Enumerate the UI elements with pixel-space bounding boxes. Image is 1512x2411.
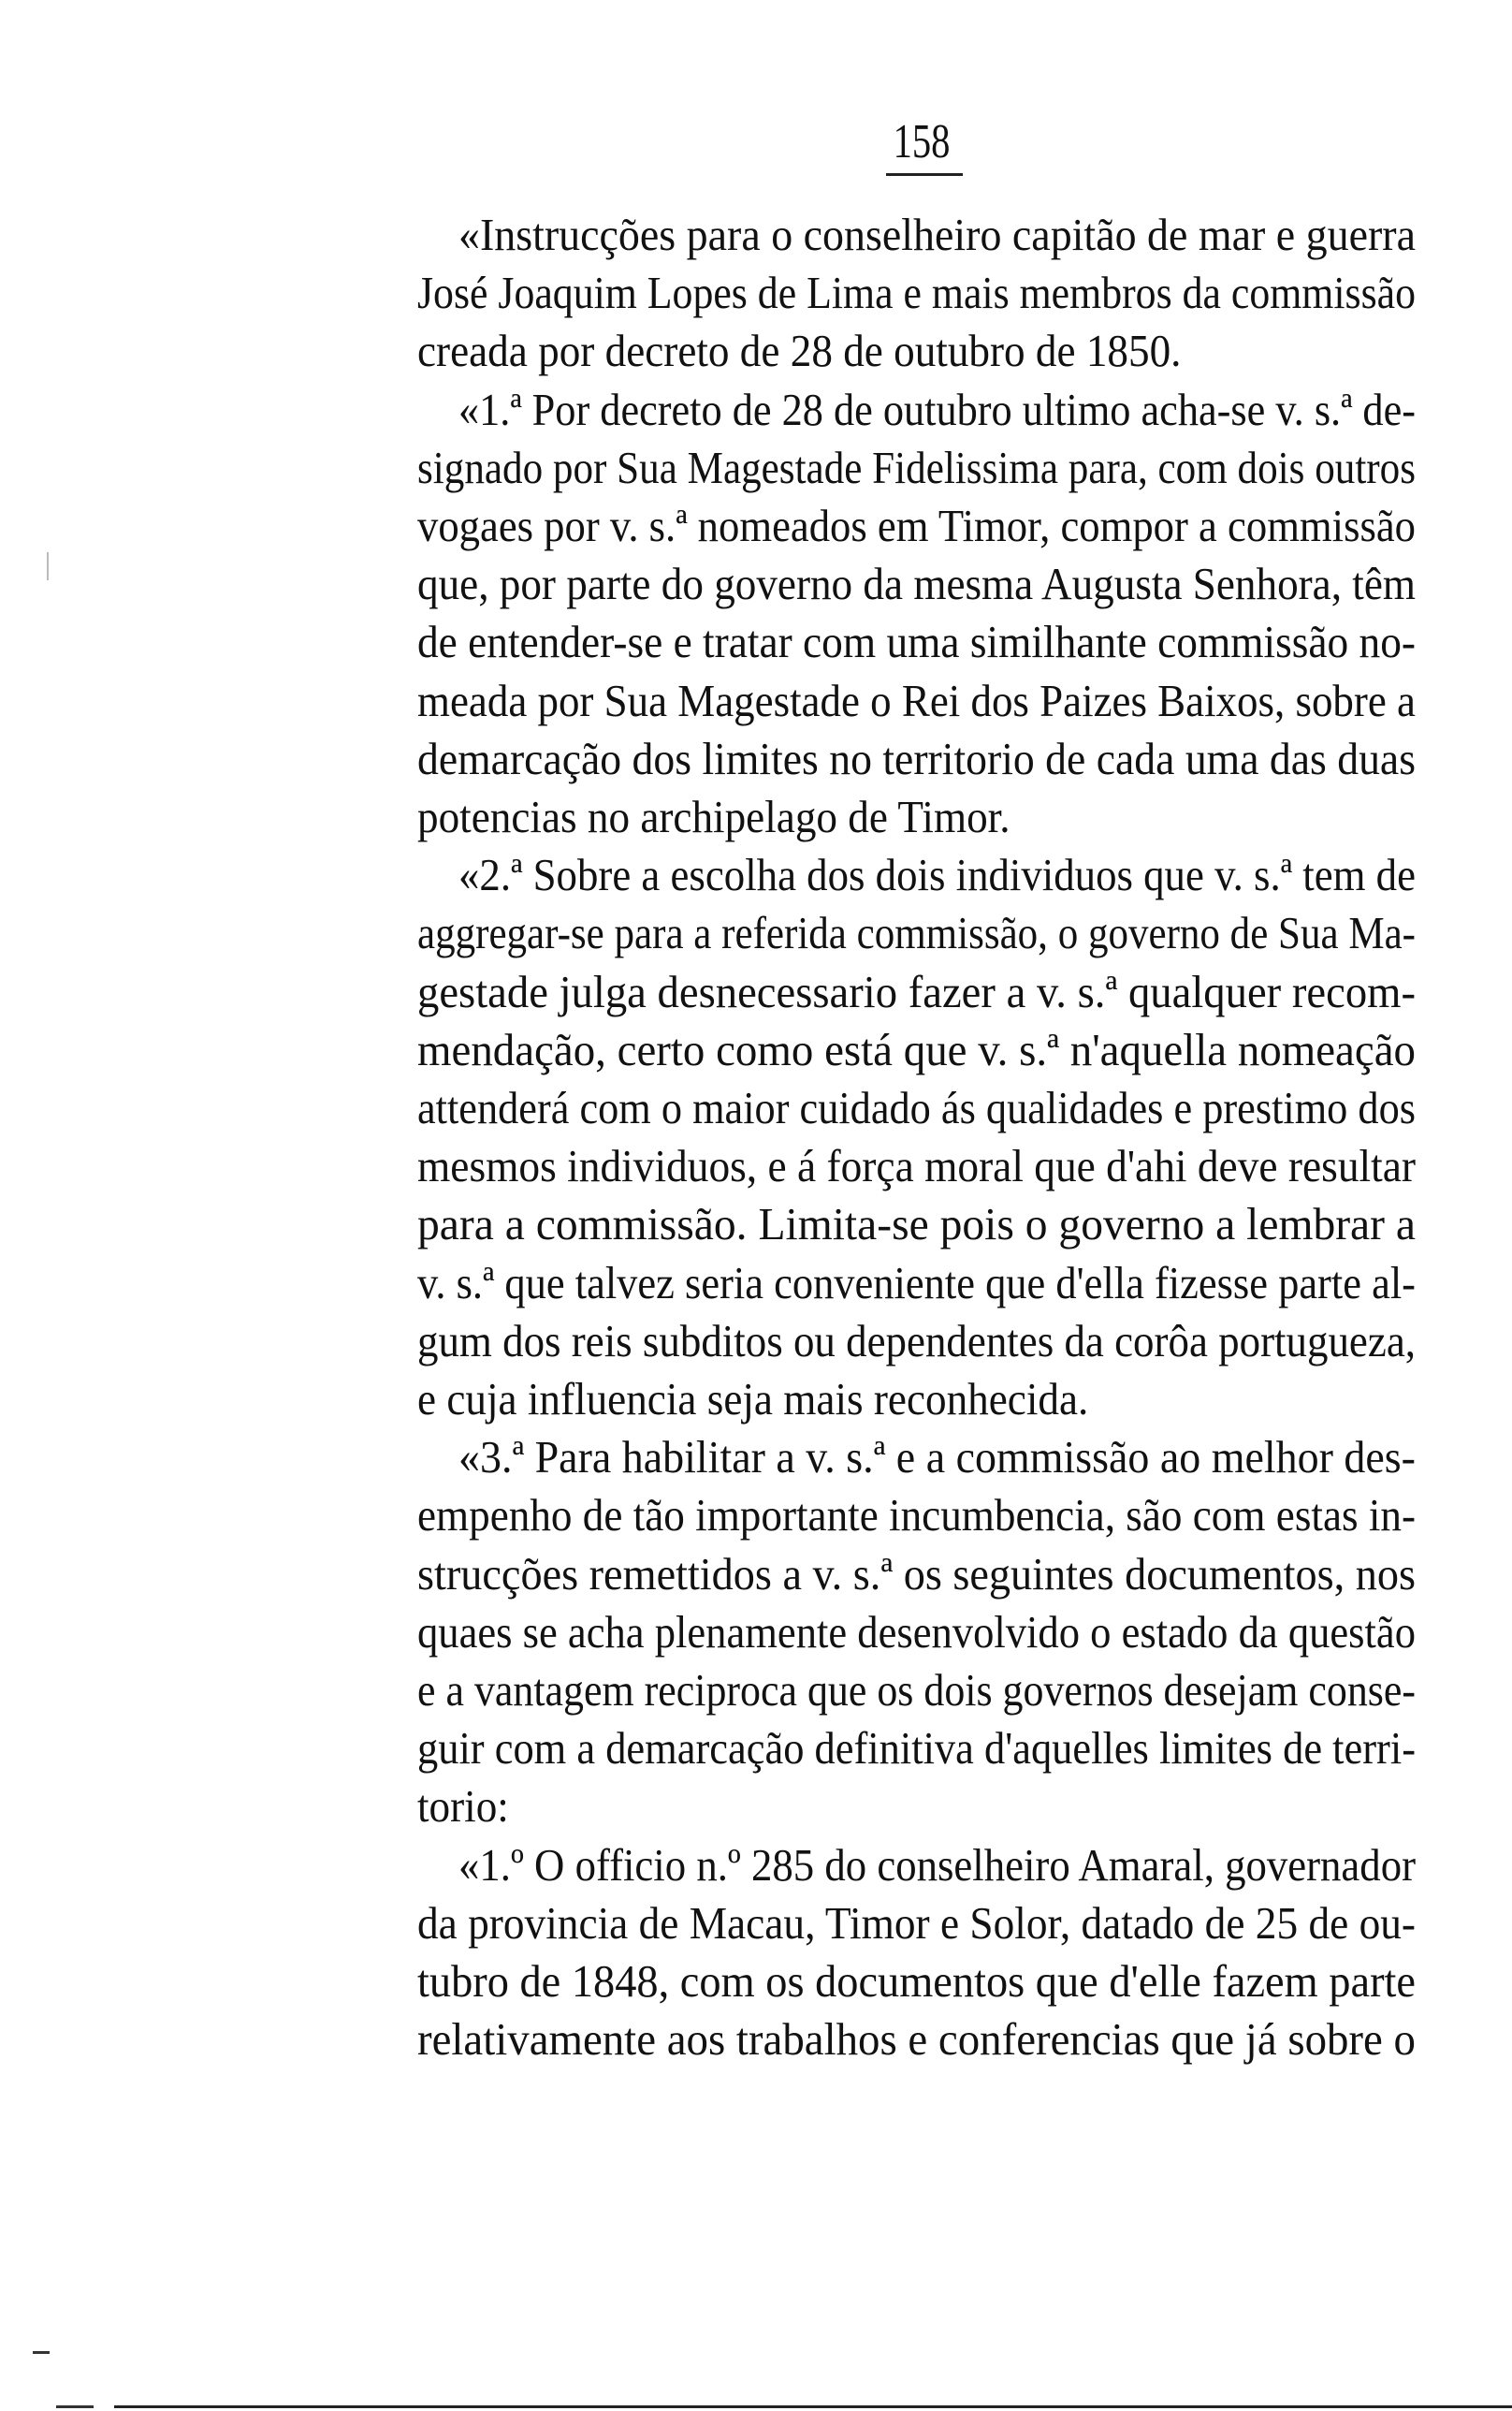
text-line: guir com a demarcação definitiva d'aquelles limites de terri-: [417, 1722, 1416, 1775]
text-line: e a vantagem reciproca que os dois governos desejam conse-: [417, 1664, 1416, 1716]
text-line: gestade julga desnecessario fazer a v. s.ª qualquer recom-: [417, 965, 1416, 1017]
text-line: tubro de 1848, com os documentos que d'elle fazem parte: [417, 1955, 1416, 2007]
text-line: v. s.ª que talvez seria conveniente que d'ella fizesse parte al-: [417, 1256, 1416, 1308]
text-line: quaes se acha plenamente desenvolvido o estado da questão: [417, 1605, 1416, 1658]
text-line: e cuja influencia seja mais reconhecida.: [417, 1373, 1089, 1425]
page-number-rule: [886, 173, 963, 176]
text-line: strucções remettidos a v. s.ª os seguintes documentos, nos: [417, 1547, 1416, 1600]
text-line: meada por Sua Magestade o Rei dos Paizes Baixos, sobre a: [417, 674, 1416, 726]
text-line: potencias no archipelago de Timor.: [417, 791, 1010, 842]
scan-speck: [47, 552, 49, 580]
page-number: 158: [893, 115, 951, 168]
text-line: torio:: [417, 1780, 509, 1833]
scan-speck: [33, 2351, 50, 2354]
text-line: mendação, certo como está que v. s.ª n'aquella nomeação: [417, 1023, 1416, 1075]
page-edge-rule: [114, 2405, 1512, 2408]
text-line: signado por Sua Magestade Fidelissima para, com dois outros: [417, 441, 1416, 493]
text-line: da provincia de Macau, Timor e Solor, datado de 25 de ou-: [417, 1896, 1416, 1949]
scan-speck: [56, 2405, 94, 2408]
text-line: gum dos reis subditos ou dependentes da corôa portugueza,: [417, 1314, 1416, 1366]
text-line: «3.ª Para habilitar a v. s.ª e a commissão ao melhor des-: [458, 1431, 1416, 1483]
text-line: «Instrucções para o conselheiro capitão de mar e guerra: [458, 209, 1416, 260]
text-line: relativamente aos trabalhos e conferencias que já sobre o: [417, 2013, 1416, 2066]
text-line: mesmos individuos, e á força moral que d'ahi deve resultar: [417, 1140, 1416, 1192]
text-line: «1.ª Por decreto de 28 de outubro ultimo acha-se v. s.ª de-: [458, 383, 1416, 435]
text-line: «2.ª Sobre a escolha dos dois individuos que v. s.ª tem de: [458, 849, 1416, 901]
text-line: creada por decreto de 28 de outubro de 1850.: [417, 325, 1182, 377]
text-line: demarcação dos limites no territorio de cada uma das duas: [417, 732, 1416, 784]
text-line: empenho de tão importante incumbencia, são com estas in-: [417, 1489, 1416, 1542]
text-line: vogaes por v. s.ª nomeados em Timor, compor a commissão: [417, 500, 1416, 551]
text-line: de entender-se e tratar com uma similhante commissão no-: [417, 616, 1416, 668]
text-line: aggregar-se para a referida commissão, o governo de Sua Ma-: [417, 907, 1416, 959]
text-line: attenderá com o maior cuidado ás qualidades e prestimo dos: [417, 1082, 1416, 1133]
text-line: José Joaquim Lopes de Lima e mais membros da commissão: [417, 267, 1416, 319]
text-line: «1.º O officio n.º 285 do conselheiro Amaral, governador: [458, 1838, 1416, 1891]
text-line: para a commissão. Limita-se pois o governo a lembrar a: [417, 1198, 1416, 1250]
text-line: que, por parte do governo da mesma Augusta Senhora, têm: [417, 558, 1416, 610]
